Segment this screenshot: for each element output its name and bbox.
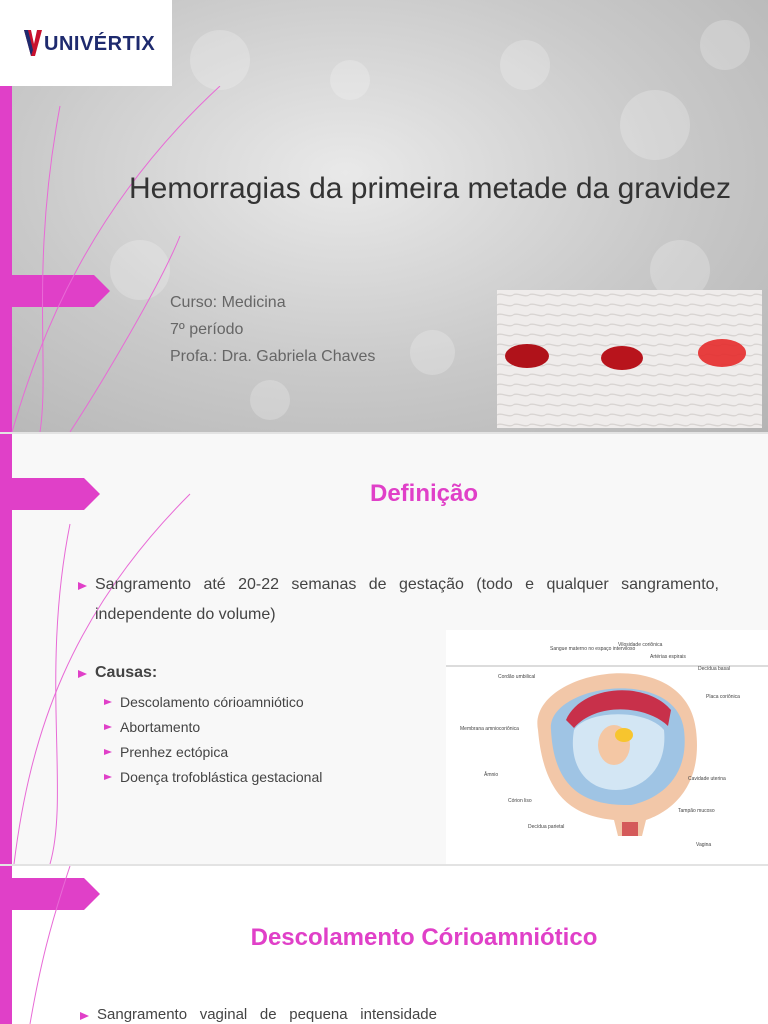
bullet-arrow-icon <box>78 582 87 590</box>
definition-text-line2: independente do volume) <box>95 606 276 623</box>
background-bubble <box>250 380 290 420</box>
background-bubble <box>700 20 750 70</box>
bullet-arrow-icon <box>104 749 112 755</box>
decorative-lines <box>10 86 230 432</box>
label-placa: Placa coriônica <box>706 694 740 700</box>
course-line: Curso: Medicina <box>170 294 286 311</box>
blood-stain-photo <box>497 290 762 428</box>
bullet-arrow-icon <box>104 724 112 730</box>
definition-heading: Definição <box>369 480 479 507</box>
label-membrana: Membrana amniocoriônica <box>460 726 519 732</box>
descolamento-slide <box>0 866 768 1024</box>
bullet-arrow-icon <box>80 1012 89 1020</box>
cause-item: Prenhez ectópica <box>120 744 229 760</box>
background-bubble <box>410 330 455 375</box>
label-corion-liso: Córion liso <box>508 798 532 804</box>
label-cavidade: Cavidade uterina <box>688 776 726 782</box>
label-tampao: Tampão mucoso <box>678 808 715 814</box>
logo-area <box>0 0 172 86</box>
label-decidua-parietal: Decídua parietal <box>528 824 565 830</box>
background-bubble <box>500 40 550 90</box>
label-decidua-basal: Decídua basal <box>698 666 730 672</box>
causes-label: Causas: <box>95 664 158 681</box>
bullet-arrow-icon <box>104 699 112 705</box>
cause-item: Doença trofoblástica gestacional <box>120 769 323 785</box>
cause-item: Abortamento <box>120 719 201 735</box>
label-sangue-materno: Sangue materno no espaço interviloso <box>550 646 636 652</box>
professor-line: Profa.: Dra. Gabriela Chaves <box>170 348 376 365</box>
background-bubble <box>620 90 690 160</box>
logo-text: UNIVÉRTIX <box>44 33 156 55</box>
background-bubble <box>330 60 370 100</box>
descolamento-text: Sangramento vaginal de pequena intensidade <box>97 1006 437 1023</box>
slide-title: Hemorragias da primeira metade da gravidez <box>129 172 731 205</box>
uterus-diagram <box>446 630 768 864</box>
definition-text-line1: Sangramento até 20-22 semanas de gestação (todo e qualquer sangramento, <box>95 576 719 593</box>
univertix-logo-mark <box>24 30 42 56</box>
bullet-arrow-icon <box>78 670 87 678</box>
label-vilosidade: Vilosidade coriônica <box>618 642 663 648</box>
descolamento-heading: Descolamento Córioamniótico <box>250 924 598 951</box>
period-line: 7º período <box>170 321 244 338</box>
title-slide <box>0 0 768 432</box>
cause-item: Descolamento córioamniótico <box>120 694 304 710</box>
background-bubble <box>190 30 250 90</box>
label-arterias: Artérias espirais <box>650 654 686 660</box>
label-vagina: Vagina <box>696 842 712 848</box>
bullet-arrow-icon <box>104 774 112 780</box>
label-amnio: Âmnio <box>484 772 499 778</box>
label-cordao: Cordão umbilical <box>498 674 536 680</box>
definition-slide <box>0 434 768 864</box>
